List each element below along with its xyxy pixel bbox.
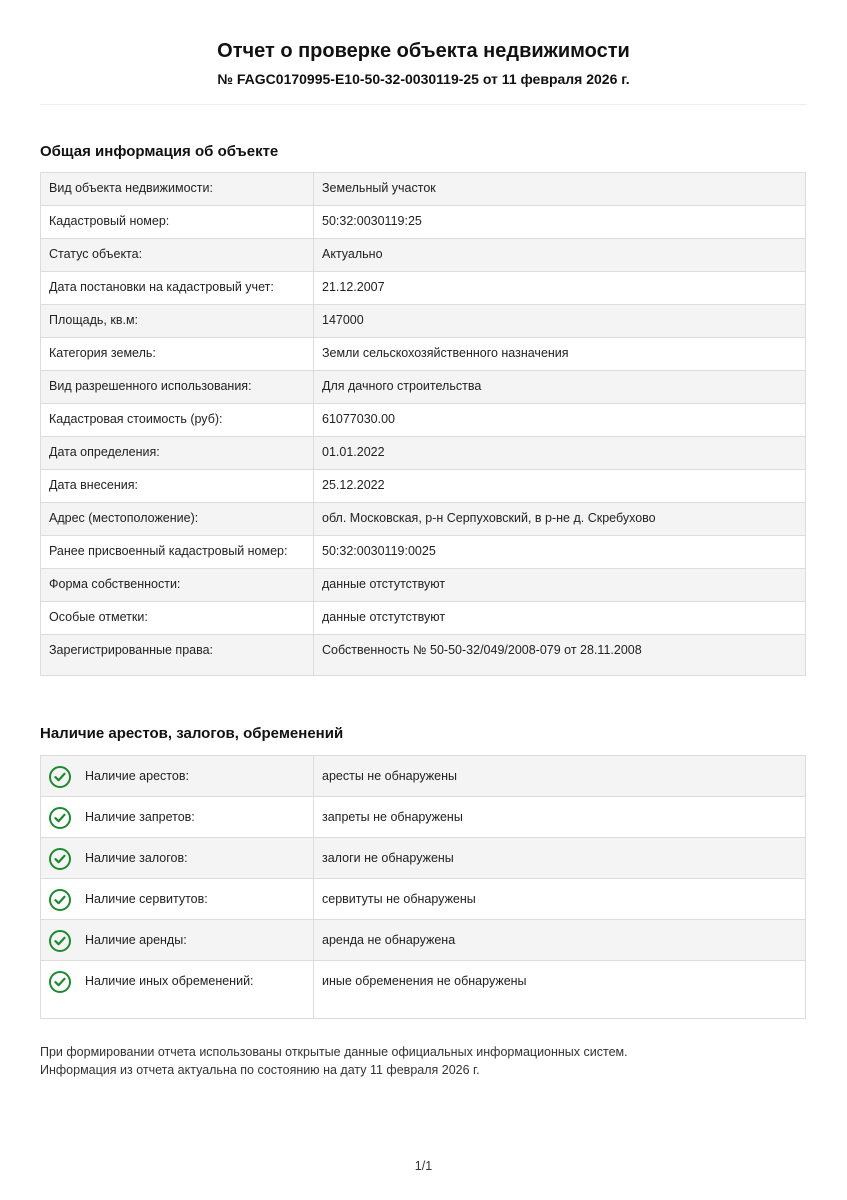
table-row bbox=[41, 206, 806, 239]
check-circle-icon bbox=[49, 971, 71, 993]
table-row bbox=[41, 470, 806, 503]
check-circle-icon bbox=[49, 930, 71, 952]
row-value: сервитуты не обнаружены bbox=[314, 879, 806, 920]
table-row bbox=[41, 569, 806, 602]
footer-note-line: При формировании отчета использованы открытые данные официальных информационных систем. bbox=[40, 1045, 628, 1059]
row-label: Форма собственности: bbox=[41, 569, 314, 602]
row-label: Особые отметки: bbox=[41, 602, 314, 635]
row-label: Дата определения: bbox=[41, 437, 314, 470]
row-label: Вид объекта недвижимости: bbox=[41, 173, 314, 206]
table-row bbox=[41, 437, 806, 470]
header-divider bbox=[40, 104, 807, 105]
table-row bbox=[41, 338, 806, 371]
table-row bbox=[41, 602, 806, 635]
report-header bbox=[40, 38, 807, 88]
row-value: аренда не обнаружена bbox=[314, 920, 806, 961]
table-row bbox=[41, 503, 806, 536]
check-circle-icon bbox=[49, 889, 71, 911]
general-info-table bbox=[40, 172, 806, 676]
row-value: 147000 bbox=[314, 305, 806, 338]
footer-note-line: Информация из отчета актуальна по состоянию на дату 11 февраля 2026 г. bbox=[40, 1063, 480, 1077]
page-number: 1/1 bbox=[414, 1159, 433, 1173]
row-label-cell bbox=[41, 797, 314, 838]
row-value: данные отстутствуют bbox=[314, 569, 806, 602]
encumbrances-section-title: Наличие арестов, залогов, обременений bbox=[40, 725, 344, 742]
row-label: Кадастровый номер: bbox=[41, 206, 314, 239]
general-section-title: Общая информация об объекте bbox=[40, 143, 279, 160]
check-circle-icon bbox=[49, 848, 71, 870]
row-label: Дата постановки на кадастровый учет: bbox=[41, 272, 314, 305]
row-value: Актуально bbox=[314, 239, 806, 272]
table-row bbox=[41, 961, 806, 1019]
table-row bbox=[41, 879, 806, 920]
report-title: Отчет о проверке объекта недвижимости bbox=[217, 40, 630, 62]
check-circle-icon bbox=[49, 807, 71, 829]
footer-note bbox=[40, 1043, 628, 1079]
row-label: Ранее присвоенный кадастровый номер: bbox=[41, 536, 314, 569]
report-number: № FAGC0170995-E10-50-32-0030119-25 от 11 февраля 2026 г. bbox=[217, 71, 630, 87]
row-label-cell bbox=[41, 879, 314, 920]
row-value: Земли сельскохозяйственного назначения bbox=[314, 338, 806, 371]
row-value: 50:32:0030119:25 bbox=[314, 206, 806, 239]
table-row bbox=[41, 272, 806, 305]
row-value: аресты не обнаружены bbox=[314, 756, 806, 797]
row-label: Категория земель: bbox=[41, 338, 314, 371]
encumbrances-table bbox=[40, 755, 806, 1019]
table-row bbox=[41, 371, 806, 404]
row-label: Наличие запретов: bbox=[85, 810, 195, 824]
row-value: залоги не обнаружены bbox=[314, 838, 806, 879]
table-row bbox=[41, 635, 806, 676]
row-value: 21.12.2007 bbox=[314, 272, 806, 305]
row-label: Вид разрешенного использования: bbox=[41, 371, 314, 404]
row-label: Наличие аренды: bbox=[85, 933, 187, 947]
table-row bbox=[41, 173, 806, 206]
row-label: Адрес (местоположение): bbox=[41, 503, 314, 536]
row-value: 01.01.2022 bbox=[314, 437, 806, 470]
row-label: Наличие арестов: bbox=[85, 769, 189, 783]
row-value: 61077030.00 bbox=[314, 404, 806, 437]
table-row bbox=[41, 756, 806, 797]
row-label: Кадастровая стоимость (руб): bbox=[41, 404, 314, 437]
table-row bbox=[41, 920, 806, 961]
row-value: запреты не обнаружены bbox=[314, 797, 806, 838]
row-value: Земельный участок bbox=[314, 173, 806, 206]
row-value: Собственность № 50-50-32/049/2008-079 от 28.11.2008 bbox=[314, 635, 806, 676]
row-label-cell bbox=[41, 920, 314, 961]
row-label: Дата внесения: bbox=[41, 470, 314, 503]
row-label: Площадь, кв.м: bbox=[41, 305, 314, 338]
table-row bbox=[41, 305, 806, 338]
row-value: иные обременения не обнаружены bbox=[314, 961, 806, 1019]
row-label: Наличие сервитутов: bbox=[85, 892, 208, 906]
row-value: 50:32:0030119:0025 bbox=[314, 536, 806, 569]
table-row bbox=[41, 797, 806, 838]
row-label-cell bbox=[41, 756, 314, 797]
row-label-cell bbox=[41, 961, 314, 1019]
row-value: Для дачного строительства bbox=[314, 371, 806, 404]
row-label: Наличие иных обременений: bbox=[85, 974, 254, 988]
row-label: Наличие залогов: bbox=[85, 851, 188, 865]
table-row bbox=[41, 536, 806, 569]
table-row bbox=[41, 838, 806, 879]
row-value: данные отстутствуют bbox=[314, 602, 806, 635]
row-label: Статус объекта: bbox=[41, 239, 314, 272]
row-label-cell bbox=[41, 838, 314, 879]
check-circle-icon bbox=[49, 766, 71, 788]
table-row bbox=[41, 404, 806, 437]
row-value: 25.12.2022 bbox=[314, 470, 806, 503]
table-row bbox=[41, 239, 806, 272]
row-value: обл. Московская, р-н Серпуховский, в р-не д. Скребухово bbox=[314, 503, 806, 536]
row-label: Зарегистрированные права: bbox=[41, 635, 314, 676]
